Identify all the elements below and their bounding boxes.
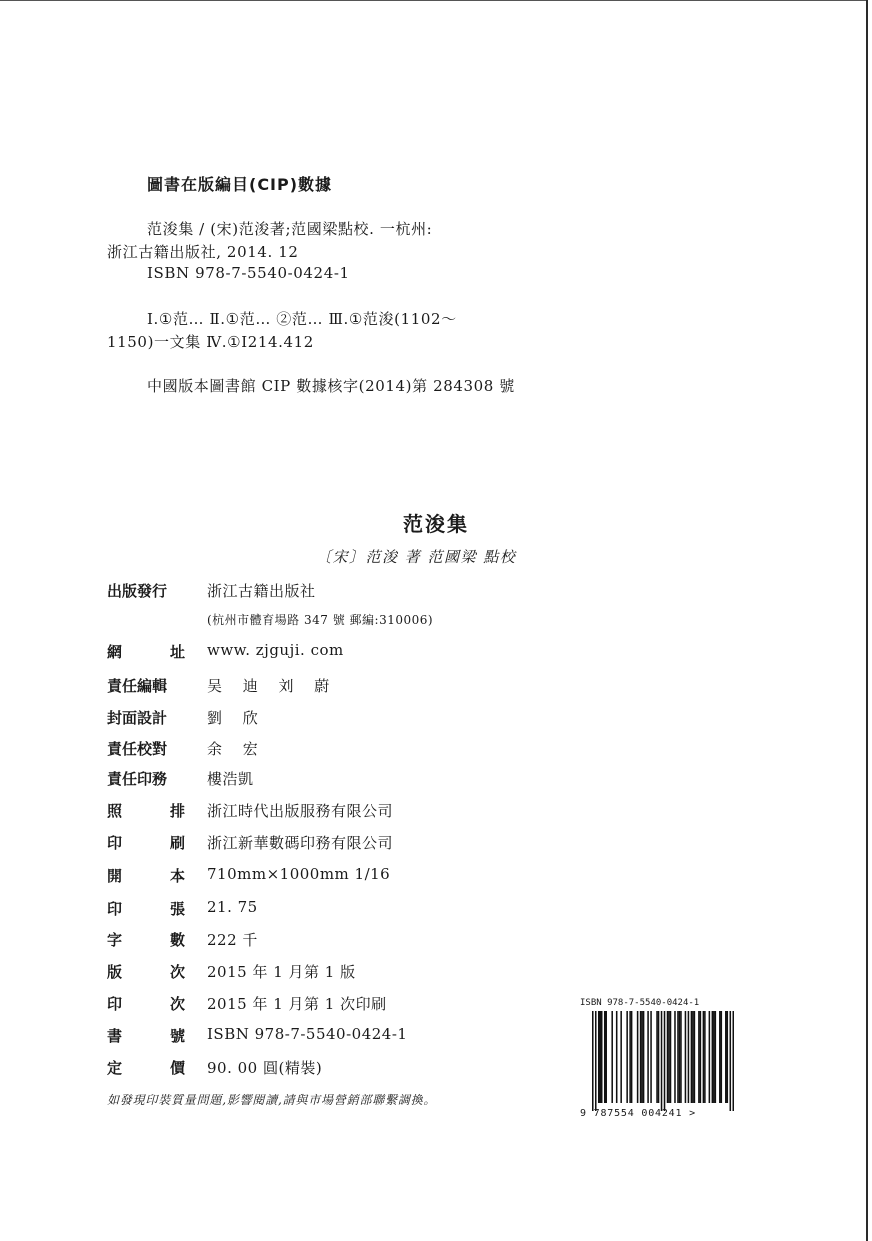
barcode-bar <box>677 1011 679 1103</box>
publisher-address: (杭州市體育場路 347 號 郵編:310006) <box>207 613 434 627</box>
barcode-bar <box>709 1011 711 1103</box>
book-byline: 〔宋〕范浚 著 范國梁 點校 <box>316 548 517 566</box>
barcode-bar <box>643 1011 645 1103</box>
colophon-value: 樓浩凱 <box>207 770 254 788</box>
barcode-bar <box>698 1011 700 1103</box>
barcode-bar <box>713 1011 715 1103</box>
barcode-bar <box>604 1011 606 1103</box>
colophon-label: 照 排 <box>107 802 185 820</box>
colophon-value: 90. 00 圓(精裝) <box>207 1059 323 1077</box>
cip-heading: 圖書在版編目(CIP)數據 <box>147 175 333 194</box>
barcode-isbn-text: ISBN 978-7-5540-0424-1 <box>580 998 700 1008</box>
colophon-value: ISBN 978-7-5540-0424-1 <box>207 1025 408 1043</box>
barcode-bar <box>598 1011 600 1103</box>
colophon-label: 印 張 <box>107 900 185 918</box>
cip-line-5: 1150)一文集 Ⅳ.①I214.412 <box>107 333 314 351</box>
cip-line-2: 浙江古籍出版社, 2014. 12 <box>107 243 299 261</box>
colophon-label: 版 次 <box>107 963 185 981</box>
colophon-label: 責任校對 <box>107 740 168 758</box>
barcode-bar <box>599 1011 601 1103</box>
colophon-label: 印 刷 <box>107 834 185 852</box>
barcode-bar <box>664 1011 666 1111</box>
barcode-bar <box>685 1011 687 1103</box>
barcode-bar <box>592 1011 594 1111</box>
barcode-bar <box>640 1011 642 1103</box>
barcode-bar <box>691 1011 693 1103</box>
barcode-bar <box>667 1011 669 1103</box>
barcode-bar <box>719 1011 721 1103</box>
barcode-bar <box>620 1011 622 1103</box>
barcode-bar <box>631 1011 633 1103</box>
barcode-bar <box>595 1011 597 1111</box>
barcode-bar <box>712 1011 714 1103</box>
cip-line-3: ISBN 978-7-5540-0424-1 <box>147 264 350 282</box>
colophon-label: 開 本 <box>107 867 185 885</box>
barcode-bar <box>656 1011 658 1103</box>
barcode-bar <box>733 1011 734 1111</box>
barcode-bar <box>616 1011 618 1103</box>
cip-line-4: Ⅰ.①范… Ⅱ.①范… ②范… Ⅲ.①范浚(1102～ <box>147 310 457 328</box>
barcode-bar <box>661 1011 663 1111</box>
colophon-label: 印 次 <box>107 995 185 1013</box>
barcode-bar <box>650 1011 652 1103</box>
colophon-label: 字 數 <box>107 931 185 949</box>
colophon-value: 吴 迪 刘 蔚 <box>207 677 338 695</box>
colophon-label: 定 價 <box>107 1059 185 1077</box>
colophon-label: 責任印務 <box>107 770 168 788</box>
barcode-bar <box>668 1011 670 1103</box>
barcode-bar <box>641 1011 643 1103</box>
barcode-bar <box>727 1011 729 1103</box>
colophon-value: 浙江時代出版服務有限公司 <box>207 802 394 820</box>
page-top-edge <box>0 0 868 1</box>
colophon-label: 網 址 <box>107 643 185 661</box>
barcode-bar <box>704 1011 706 1103</box>
colophon-value: 21. 75 <box>207 898 258 916</box>
colophon-label: 封面設計 <box>107 709 168 727</box>
colophon-value: 浙江古籍出版社 <box>207 582 316 600</box>
barcode-bar <box>601 1011 603 1103</box>
barcode-bar <box>670 1011 672 1103</box>
barcode-bar <box>725 1011 727 1103</box>
barcode-bar <box>700 1011 702 1103</box>
barcode-bar <box>721 1011 723 1103</box>
colophon-value: 2015 年 1 月第 1 次印刷 <box>207 995 387 1013</box>
barcode-bar <box>611 1011 613 1103</box>
barcode-bar <box>605 1011 607 1103</box>
barcode-bar <box>626 1011 628 1103</box>
book-title: 范浚集 <box>403 512 469 536</box>
colophon-label: 責任編輯 <box>107 677 168 695</box>
isbn-barcode <box>592 1011 734 1111</box>
barcode-bar <box>703 1011 705 1103</box>
barcode-bar <box>688 1011 690 1103</box>
colophon-value: 710mm×1000mm 1/16 <box>207 865 391 883</box>
quality-notice: 如發現印裝質量問題,影響閱讀,請與市場營銷部聯繫調換。 <box>107 1093 437 1107</box>
barcode-bar <box>715 1011 717 1103</box>
colophon-value: 2015 年 1 月第 1 版 <box>207 963 356 981</box>
colophon-value: www. zjguji. com <box>207 641 344 659</box>
barcode-bar <box>637 1011 639 1103</box>
barcode-bar <box>629 1011 631 1103</box>
colophon-value: 余 宏 <box>207 740 266 758</box>
colophon-value: 浙江新華數碼印務有限公司 <box>207 834 394 852</box>
colophon-value: 222 千 <box>207 931 258 949</box>
barcode-bar <box>730 1011 732 1111</box>
barcode-bar <box>647 1011 649 1103</box>
page-right-edge <box>866 0 868 1241</box>
barcode-bar <box>658 1011 660 1103</box>
barcode-bar <box>679 1011 681 1103</box>
barcode-digits-text: 9 787554 004241 > <box>580 1108 696 1119</box>
colophon-value: 劉 欣 <box>207 709 266 727</box>
colophon-label: 出版發行 <box>107 582 168 600</box>
cip-line-6: 中國版本圖書館 CIP 數據核字(2014)第 284308 號 <box>147 377 515 395</box>
barcode-bar <box>674 1011 676 1103</box>
colophon-label: 書 號 <box>107 1027 185 1045</box>
cip-line-1: 范浚集 / (宋)范浚著;范國梁點校. 一杭州: <box>147 220 433 238</box>
barcode-bar <box>680 1011 682 1103</box>
barcode-bar <box>692 1011 694 1103</box>
barcode-bar <box>694 1011 696 1103</box>
